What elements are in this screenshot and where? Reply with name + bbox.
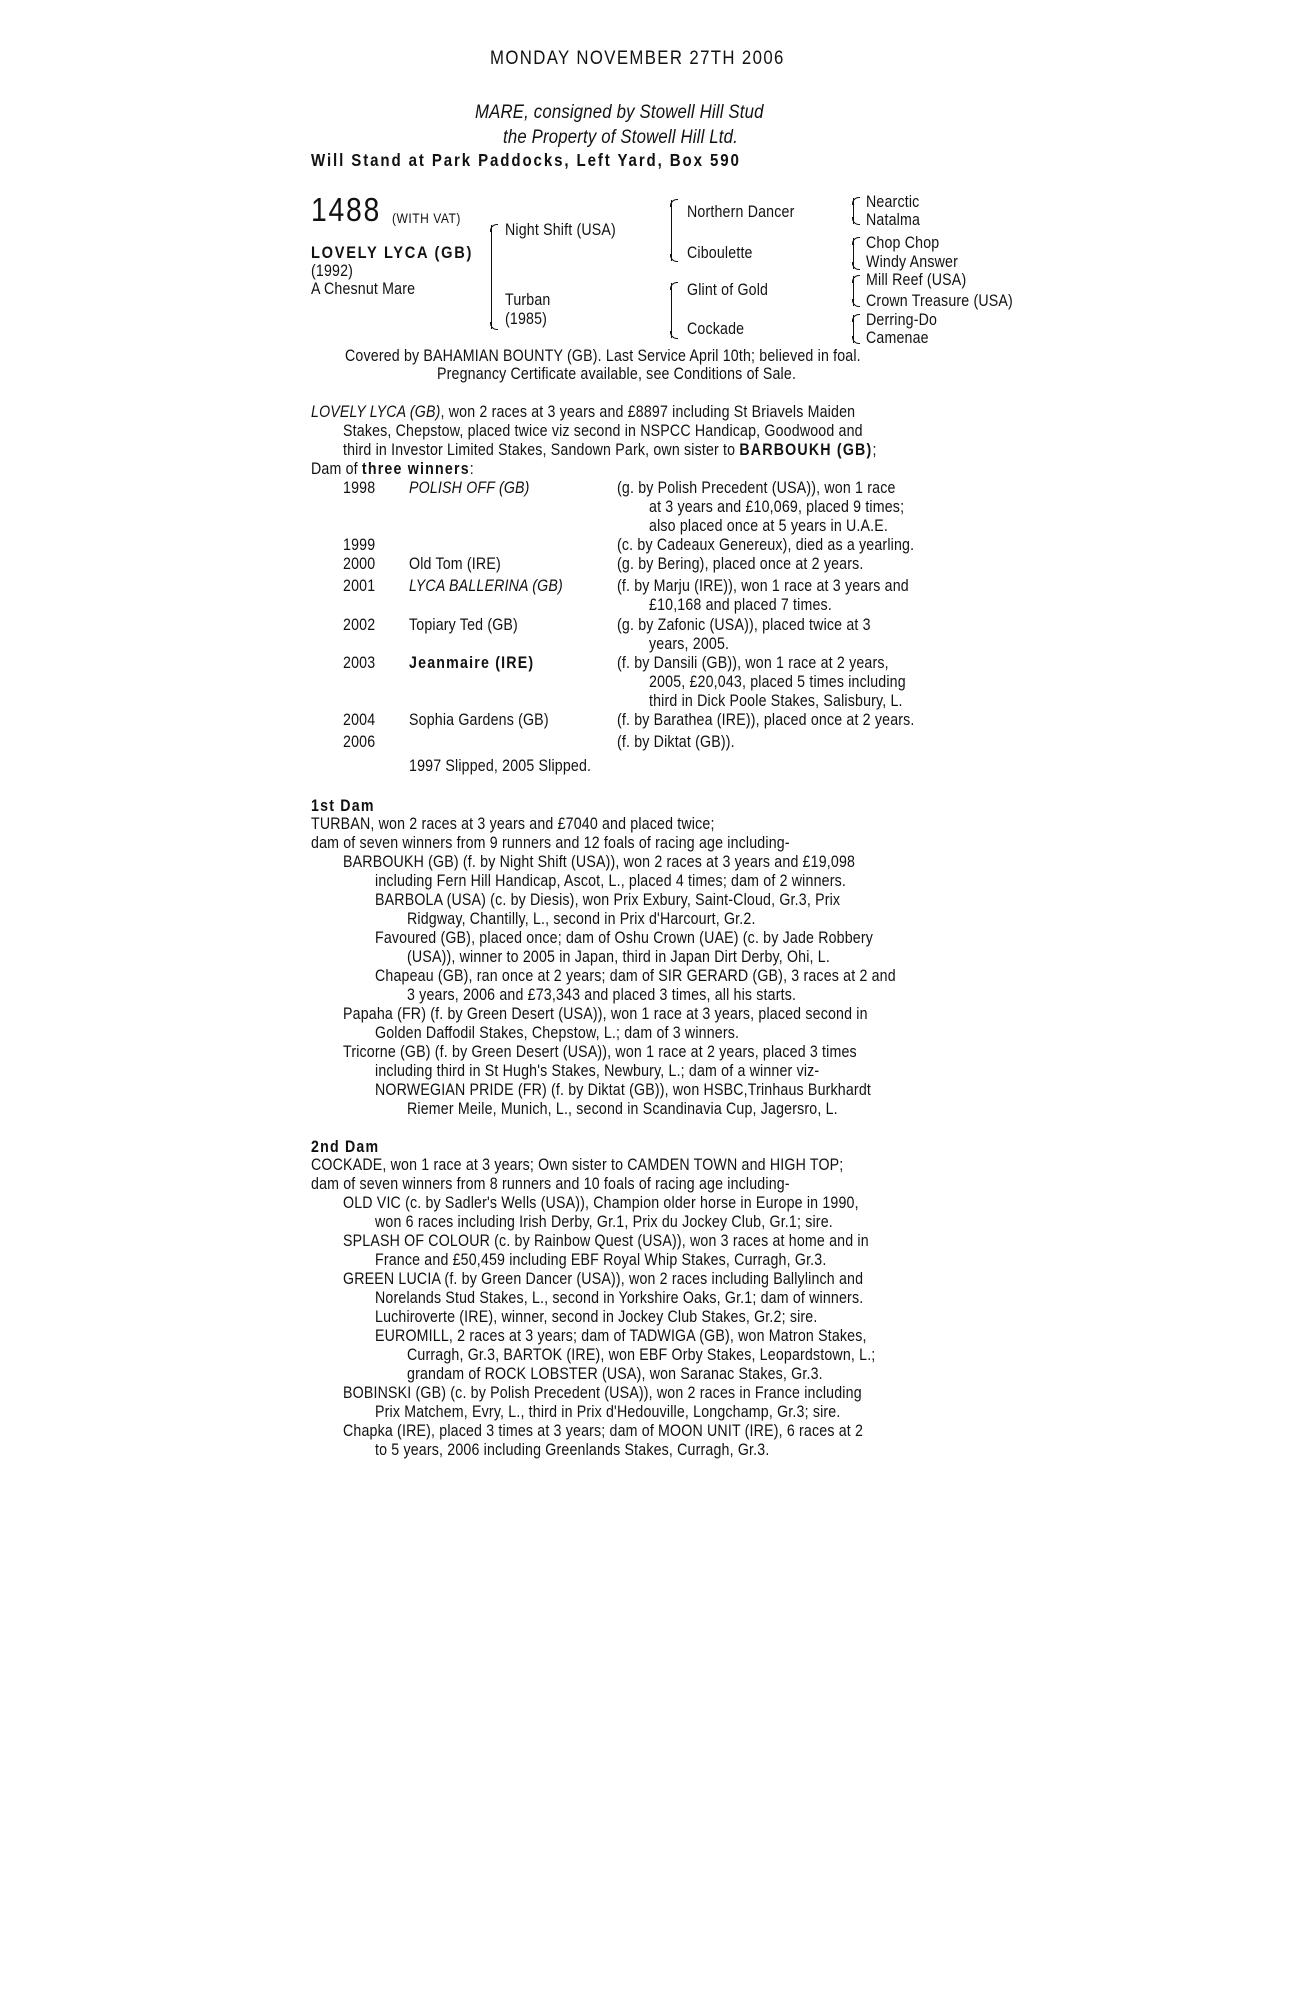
pedigree-text-line: Norelands Stud Stakes, L., second in Yorkshire Oaks, Gr.1; dam of winners. [375,1289,864,1307]
produce-detail: (f. by Diktat (GB)). [617,733,735,751]
produce-year: 2006 [343,733,376,751]
horse-description: A Chesnut Mare [311,280,416,298]
pedigree-dam-year: (1985) [505,310,548,328]
pedigree-text-line: GREEN LUCIA (f. by Green Dancer (USA)), won 2 races including Ballylinch and [343,1270,864,1288]
produce-detail: (f. by Dansili (GB)), won 1 race at 2 years, [617,654,889,672]
pregnancy-note: Pregnancy Certificate available, see Conditions of Sale. [437,365,797,383]
pedigree-text-line: Golden Daffodil Stakes, Chepstow, L.; dam of 3 winners. [375,1024,740,1042]
pedigree-text-line: Tricorne (GB) (f. by Green Desert (USA)), won 1 race at 2 years, placed 3 times [343,1043,857,1061]
pedigree-text-line: including Fern Hill Handicap, Ascot, L., placed 4 times; dam of 2 winners. [375,872,846,890]
pedigree-brace-sire [671,200,672,261]
produce-detail: (f. by Marju (IRE)), won 1 race at 3 years and [617,577,909,595]
mare-record-line-2: Stakes, Chepstow, placed twice viz second in NSPCC Handicap, Goodwood and [343,422,863,440]
pedigree-text-line: Chapeau (GB), ran once at 2 years; dam of SIR GERARD (GB), 3 races at 2 and [375,967,896,985]
pedigree-dsd: Crown Treasure (USA) [866,292,1013,310]
produce-year: 1998 [343,479,376,497]
pedigree-text-line: 3 years, 2006 and £73,343 and placed 3 times, all his starts. [407,986,797,1004]
pedigree-text-line: NORWEGIAN PRIDE (FR) (f. by Diktat (GB)), won HSBC,Trinhaus Burkhardt [375,1081,872,1099]
sale-date: MONDAY NOVEMBER 27TH 2006 [490,47,785,69]
pedigree-ddd: Camenae [866,329,929,347]
pedigree-text-line: Ridgway, Chantilly, L., second in Prix d'Harcourt, Gr.2. [407,910,756,928]
pedigree-dds: Derring-Do [866,311,938,329]
pedigree-text-line: SPLASH OF COLOUR (c. by Rainbow Quest (USA)), won 3 races at home and in [343,1232,869,1250]
produce-name: Old Tom (IRE) [409,555,501,573]
produce-detail: (c. by Cadeaux Genereux), died as a yearling. [617,536,915,554]
covered-note: Covered by BAHAMIAN BOUNTY (GB). Last Service April 10th; believed in foal. [345,347,861,365]
pedigree-text-line: France and £50,459 including EBF Royal Whip Stakes, Curragh, Gr.3. [375,1251,827,1269]
pedigree-text-line: Curragh, Gr.3, BARTOK (IRE), won EBF Orby Stakes, Leopardstown, L.; [407,1346,876,1364]
produce-year: 1999 [343,536,376,554]
pedigree-text-line: Riemer Meile, Munich, L., second in Scandinavia Cup, Jagersro, L. [407,1100,838,1118]
pedigree-text-line: dam of seven winners from 8 runners and 10 foals of racing age including- [311,1175,790,1193]
pedigree-text-line: Luchiroverte (IRE), winner, second in Jockey Club Stakes, Gr.2; sire. [375,1308,818,1326]
produce-year: 2003 [343,654,376,672]
property-line: the Property of Stowell Hill Ltd. [503,126,738,148]
mare-record-line-3: third in Investor Limited Stakes, Sandown Park, own sister to BARBOUKH (GB); [343,441,877,459]
produce-detail: years, 2005. [649,635,730,653]
produce-name: LYCA BALLERINA (GB) [409,577,563,595]
produce-name: Jeanmaire (IRE) [409,654,535,672]
pedigree-text-line: Favoured (GB), placed once; dam of Oshu Crown (UAE) (c. by Jade Robbery [375,929,874,947]
pedigree-text-line: BARBOLA (USA) (c. by Diesis), won Prix Exbury, Saint-Cloud, Gr.3, Prix [375,891,841,909]
pedigree-dam-sire: Glint of Gold [687,281,769,299]
produce-name: Topiary Ted (GB) [409,616,518,634]
pedigree-text-line: (USA)), winner to 2005 in Japan, third in Japan Dirt Derby, Ohi, L. [407,948,830,966]
produce-detail: 2005, £20,043, placed 5 times including [649,673,906,691]
pedigree-sire: Night Shift (USA) [505,221,616,239]
vat-note: (WITH VAT) [392,210,461,226]
pedigree-text-line: won 6 races including Irish Derby, Gr.1, Prix du Jockey Club, Gr.1; sire. [375,1213,833,1231]
pedigree-brace-sd [853,238,854,269]
pedigree-brace-dam [671,283,672,338]
mare-record-line-1: LOVELY LYCA (GB), won 2 races at 3 years and £8897 including St Briavels Maiden [311,403,856,421]
produce-detail: (g. by Bering), placed once at 2 years. [617,555,864,573]
first-dam-heading: 1st Dam [311,797,375,815]
pedigree-sss: Nearctic [866,193,920,211]
produce-detail: at 3 years and £10,069, placed 9 times; [649,498,905,516]
pedigree-text-line: to 5 years, 2006 including Greenlands Stakes, Curragh, Gr.3. [375,1441,770,1459]
pedigree-text-line: EUROMILL, 2 races at 3 years; dam of TADWIGA (GB), won Matron Stakes, [375,1327,867,1345]
produce-detail: also placed once at 5 years in U.A.E. [649,517,889,535]
pedigree-dam-dam: Cockade [687,320,745,338]
produce-year: 2001 [343,577,376,595]
pedigree-dam: Turban [505,291,551,309]
pedigree-brace-main [491,225,492,329]
pedigree-brace-dd [853,315,854,343]
produce-name: POLISH OFF (GB) [409,479,530,497]
foaling-year: (1992) [311,262,354,280]
pedigree-dss: Mill Reef (USA) [866,271,967,289]
produce-name: Sophia Gardens (GB) [409,711,549,729]
produce-year: 2004 [343,711,376,729]
pedigree-text-line: BOBINSKI (GB) (c. by Polish Precedent (USA)), won 2 races in France including [343,1384,862,1402]
pedigree-ssd: Natalma [866,211,921,229]
pedigree-sdd: Windy Answer [866,253,958,271]
produce-detail: (g. by Zafonic (USA)), placed twice at 3 [617,616,871,634]
produce-detail: (f. by Barathea (IRE)), placed once at 2 years. [617,711,915,729]
horse-name: LOVELY LYCA (GB) [311,243,474,262]
slipped-note: 1997 Slipped, 2005 Slipped. [409,757,592,775]
pedigree-text-line: TURBAN, won 2 races at 3 years and £7040 and placed twice; [311,815,715,833]
second-dam-heading: 2nd Dam [311,1138,380,1156]
produce-year: 2000 [343,555,376,573]
stand-line: Will Stand at Park Paddocks, Left Yard, Box 590 [311,150,741,170]
pedigree-brace-ds [853,276,854,306]
produce-detail: (g. by Polish Precedent (USA)), won 1 race [617,479,896,497]
pedigree-text-line: including third in St Hugh's Stakes, Newbury, L.; dam of a winner viz- [375,1062,820,1080]
produce-detail: third in Dick Poole Stakes, Salisbury, L. [649,692,903,710]
mare-record-line-4: Dam of three winners: [311,460,474,478]
produce-year: 2002 [343,616,376,634]
produce-detail: £10,168 and placed 7 times. [649,596,832,614]
pedigree-text-line: dam of seven winners from 9 runners and 12 foals of racing age including- [311,834,790,852]
pedigree-brace-ss [853,198,854,224]
pedigree-text-line: Prix Matchem, Evry, L., third in Prix d'Hedouville, Longchamp, Gr.3; sire. [375,1403,841,1421]
pedigree-text-line: COCKADE, won 1 race at 3 years; Own sister to CAMDEN TOWN and HIGH TOP; [311,1156,844,1174]
pedigree-sds: Chop Chop [866,234,940,252]
lot-number: 1488 [311,191,382,228]
pedigree-text-line: OLD VIC (c. by Sadler's Wells (USA)), Champion older horse in Europe in 1990, [343,1194,859,1212]
pedigree-text-line: BARBOUKH (GB) (f. by Night Shift (USA)), won 2 races at 3 years and £19,098 [343,853,856,871]
pedigree-text-line: grandam of ROCK LOBSTER (USA), won Saranac Stakes, Gr.3. [407,1365,823,1383]
pedigree-text-line: Papaha (FR) (f. by Green Desert (USA)), won 1 race at 3 years, placed second in [343,1005,868,1023]
pedigree-sire-dam: Ciboulette [687,244,753,262]
pedigree-sire-sire: Northern Dancer [687,203,795,221]
pedigree-text-line: Chapka (IRE), placed 3 times at 3 years; dam of MOON UNIT (IRE), 6 races at 2 [343,1422,864,1440]
consignor-line: MARE, consigned by Stowell Hill Stud [475,101,764,123]
